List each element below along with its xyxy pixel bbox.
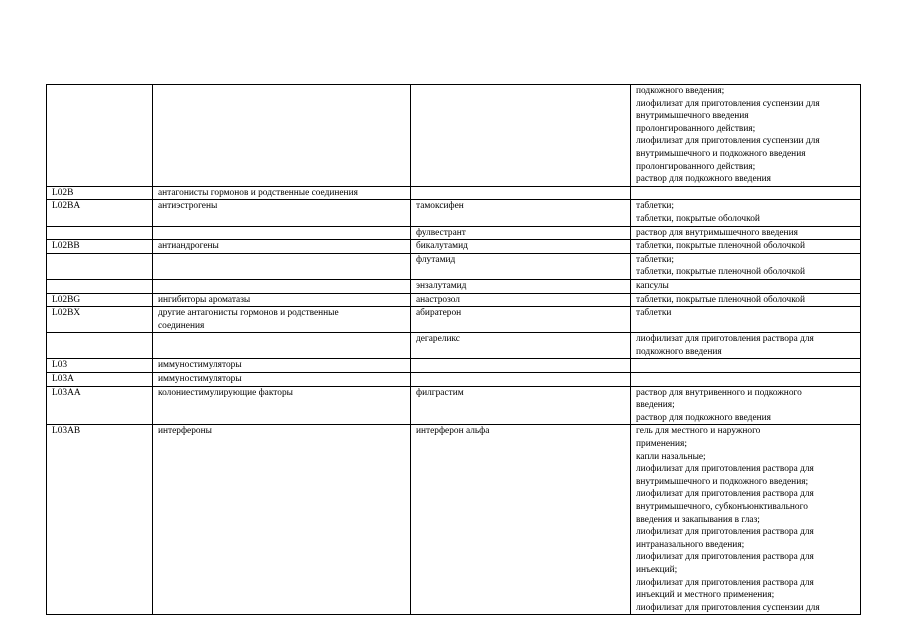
group-name-line: иммуностимуляторы <box>158 360 242 371</box>
group-name-line: другие антагонисты гормонов и родственные <box>158 308 339 319</box>
table-row <box>47 85 861 187</box>
table-row <box>47 373 861 387</box>
dosage-forms-cell <box>631 307 861 333</box>
group-name-cell <box>153 200 411 226</box>
atc-code-cell <box>47 226 153 240</box>
drug-name-cell <box>411 307 631 333</box>
drug-name-cell <box>411 200 631 226</box>
group-name-cell <box>153 186 411 200</box>
drug-name-line: дегареликс <box>416 334 460 345</box>
drug-name-line: бикалутамид <box>416 241 468 252</box>
dosage-forms-line: таблетки, покрытые пленочной оболочкой <box>636 294 805 305</box>
dosage-forms-line: таблетки <box>636 308 672 319</box>
dosage-forms-line: лиофилизат для приготовления раствора для <box>636 552 814 563</box>
atc-code-line: L03 <box>52 360 68 371</box>
group-name-cell <box>153 359 411 373</box>
dosage-forms-cell <box>631 293 861 307</box>
dosage-forms-line: пролонгированного действия; <box>636 123 756 134</box>
atc-code-cell <box>47 359 153 373</box>
dosage-forms-line: подкожного введения <box>636 346 722 357</box>
dosage-forms-line: лиофилизат для приготовления раствора для <box>636 527 814 538</box>
atc-code-line: L03AB <box>52 426 81 437</box>
dosage-forms-line: инъекций; <box>636 564 678 575</box>
group-name-line: иммуностимуляторы <box>158 374 242 385</box>
drug-name-cell <box>411 240 631 254</box>
drug-name-line: энзалутамид <box>416 280 467 291</box>
drug-name-line: фулвестрант <box>416 227 466 238</box>
group-name-cell <box>153 226 411 240</box>
drug-name-cell <box>411 359 631 373</box>
dosage-forms-line: капсулы <box>636 280 669 291</box>
drug-name-cell <box>411 386 631 425</box>
drug-classification-table <box>46 84 861 615</box>
atc-code-line: L03AA <box>52 387 81 398</box>
table-row <box>47 253 861 279</box>
dosage-forms-line: интраназального введения; <box>636 539 745 550</box>
dosage-forms-cell <box>631 386 861 425</box>
table-row <box>47 200 861 226</box>
dosage-forms-line: подкожного введения; <box>636 86 725 96</box>
dosage-forms-line: введения; <box>636 400 675 411</box>
dosage-forms-line: капли назальные; <box>636 451 706 462</box>
table-row <box>47 386 861 425</box>
dosage-forms-line: раствор для внутривенного и подкожного <box>636 387 802 398</box>
dosage-forms-line: инъекций и местного применения; <box>636 590 775 601</box>
atc-code-cell <box>47 333 153 359</box>
dosage-forms-cell <box>631 373 861 387</box>
dosage-forms-line: внутримышечного и подкожного введения <box>636 148 806 159</box>
dosage-forms-line: таблетки, покрытые пленочной оболочкой <box>636 267 805 278</box>
group-name-cell <box>153 333 411 359</box>
dosage-forms-line: раствор для подкожного введения <box>636 174 771 185</box>
atc-code-cell <box>47 279 153 293</box>
drug-name-cell <box>411 279 631 293</box>
atc-code-cell <box>47 307 153 333</box>
atc-code-line: L03A <box>52 374 74 385</box>
atc-code-cell <box>47 386 153 425</box>
group-name-cell <box>153 293 411 307</box>
dosage-forms-line: лиофилизат для приготовления суспензии для <box>636 98 820 109</box>
dosage-forms-line: лиофилизат для приготовления суспензии для <box>636 136 820 147</box>
drug-name-cell <box>411 425 631 615</box>
dosage-forms-cell <box>631 240 861 254</box>
group-name-line: ингибиторы ароматазы <box>158 294 251 305</box>
dosage-forms-cell <box>631 226 861 240</box>
dosage-forms-line: внутримышечного введения <box>636 111 749 122</box>
dosage-forms-cell <box>631 186 861 200</box>
group-name-line: антагонисты гормонов и родственные соединения <box>158 187 358 198</box>
atc-code-line: L02BB <box>52 241 80 252</box>
drug-name-line: интерферон альфа <box>416 426 490 437</box>
group-name-line: антиандрогены <box>158 241 219 252</box>
dosage-forms-cell <box>631 279 861 293</box>
table-row <box>47 279 861 293</box>
group-name-cell <box>153 386 411 425</box>
dosage-forms-cell <box>631 333 861 359</box>
drug-name-cell <box>411 333 631 359</box>
group-name-cell <box>153 425 411 615</box>
atc-code-cell <box>47 373 153 387</box>
atc-code-cell <box>47 240 153 254</box>
drug-name-cell <box>411 226 631 240</box>
dosage-forms-cell <box>631 200 861 226</box>
table-row <box>47 307 861 333</box>
drug-name-line: тамоксифен <box>416 201 464 212</box>
dosage-forms-line: внутримышечного, субконъюнктивального <box>636 502 808 512</box>
group-name-cell <box>153 85 411 187</box>
drug-name-line: филграстим <box>416 387 464 398</box>
group-name-line: антиэстрогены <box>158 201 218 212</box>
dosage-forms-line: таблетки, покрытые оболочкой <box>636 213 760 224</box>
atc-code-cell <box>47 200 153 226</box>
group-name-cell <box>153 279 411 293</box>
drug-name-cell <box>411 253 631 279</box>
atc-code-line: L02BX <box>52 308 81 319</box>
atc-code-line: L02BG <box>52 294 81 305</box>
group-name-cell <box>153 307 411 333</box>
atc-code-cell <box>47 425 153 615</box>
table-row <box>47 359 861 373</box>
dosage-forms-line: лиофилизат для приготовления суспензии для <box>636 602 820 613</box>
drug-name-cell <box>411 293 631 307</box>
group-name-cell <box>153 253 411 279</box>
atc-code-cell <box>47 293 153 307</box>
table-row <box>47 293 861 307</box>
drug-name-cell <box>411 186 631 200</box>
dosage-forms-line: применения; <box>636 439 687 450</box>
drug-name-line: абиратерон <box>416 308 462 319</box>
group-name-cell <box>153 373 411 387</box>
table-row <box>47 226 861 240</box>
atc-code-cell <box>47 85 153 187</box>
dosage-forms-line: гель для местного и наружного <box>636 426 761 437</box>
table-row <box>47 240 861 254</box>
table-row <box>47 186 861 200</box>
dosage-forms-line: таблетки, покрытые пленочной оболочкой <box>636 241 805 252</box>
table-row <box>47 425 861 615</box>
dosage-forms-cell <box>631 253 861 279</box>
group-name-line: интерфероны <box>158 426 212 437</box>
dosage-forms-line: лиофилизат для приготовления раствора для <box>636 464 814 475</box>
group-name-cell <box>153 240 411 254</box>
dosage-forms-cell <box>631 85 861 187</box>
dosage-forms-line: таблетки; <box>636 254 675 265</box>
dosage-forms-line: раствор для внутримышечного введения <box>636 227 798 238</box>
dosage-forms-line: лиофилизат для приготовления раствора для <box>636 577 814 588</box>
dosage-forms-line: лиофилизат для приготовления раствора для <box>636 334 814 345</box>
drug-name-cell <box>411 85 631 187</box>
dosage-forms-line: пролонгированного действия; <box>636 161 756 172</box>
drug-name-line: анастрозол <box>416 294 460 305</box>
atc-code-line: L02B <box>52 187 74 198</box>
dosage-forms-line: таблетки; <box>636 201 675 212</box>
dosage-forms-line: лиофилизат для приготовления раствора для <box>636 489 814 500</box>
group-name-line: соединения <box>158 320 205 331</box>
table-body <box>47 85 861 615</box>
dosage-forms-cell <box>631 425 861 615</box>
drug-name-cell <box>411 373 631 387</box>
dosage-forms-line: раствор для подкожного введения <box>636 412 771 423</box>
atc-code-cell <box>47 186 153 200</box>
atc-code-cell <box>47 253 153 279</box>
table-row <box>47 333 861 359</box>
dosage-forms-line: введения и закапывания в глаз; <box>636 514 760 525</box>
atc-code-line: L02BA <box>52 201 81 212</box>
drug-name-line: флутамид <box>416 254 456 265</box>
dosage-forms-cell <box>631 359 861 373</box>
dosage-forms-line: внутримышечного и подкожного введения; <box>636 476 809 487</box>
group-name-line: колониестимулирующие факторы <box>158 387 293 398</box>
